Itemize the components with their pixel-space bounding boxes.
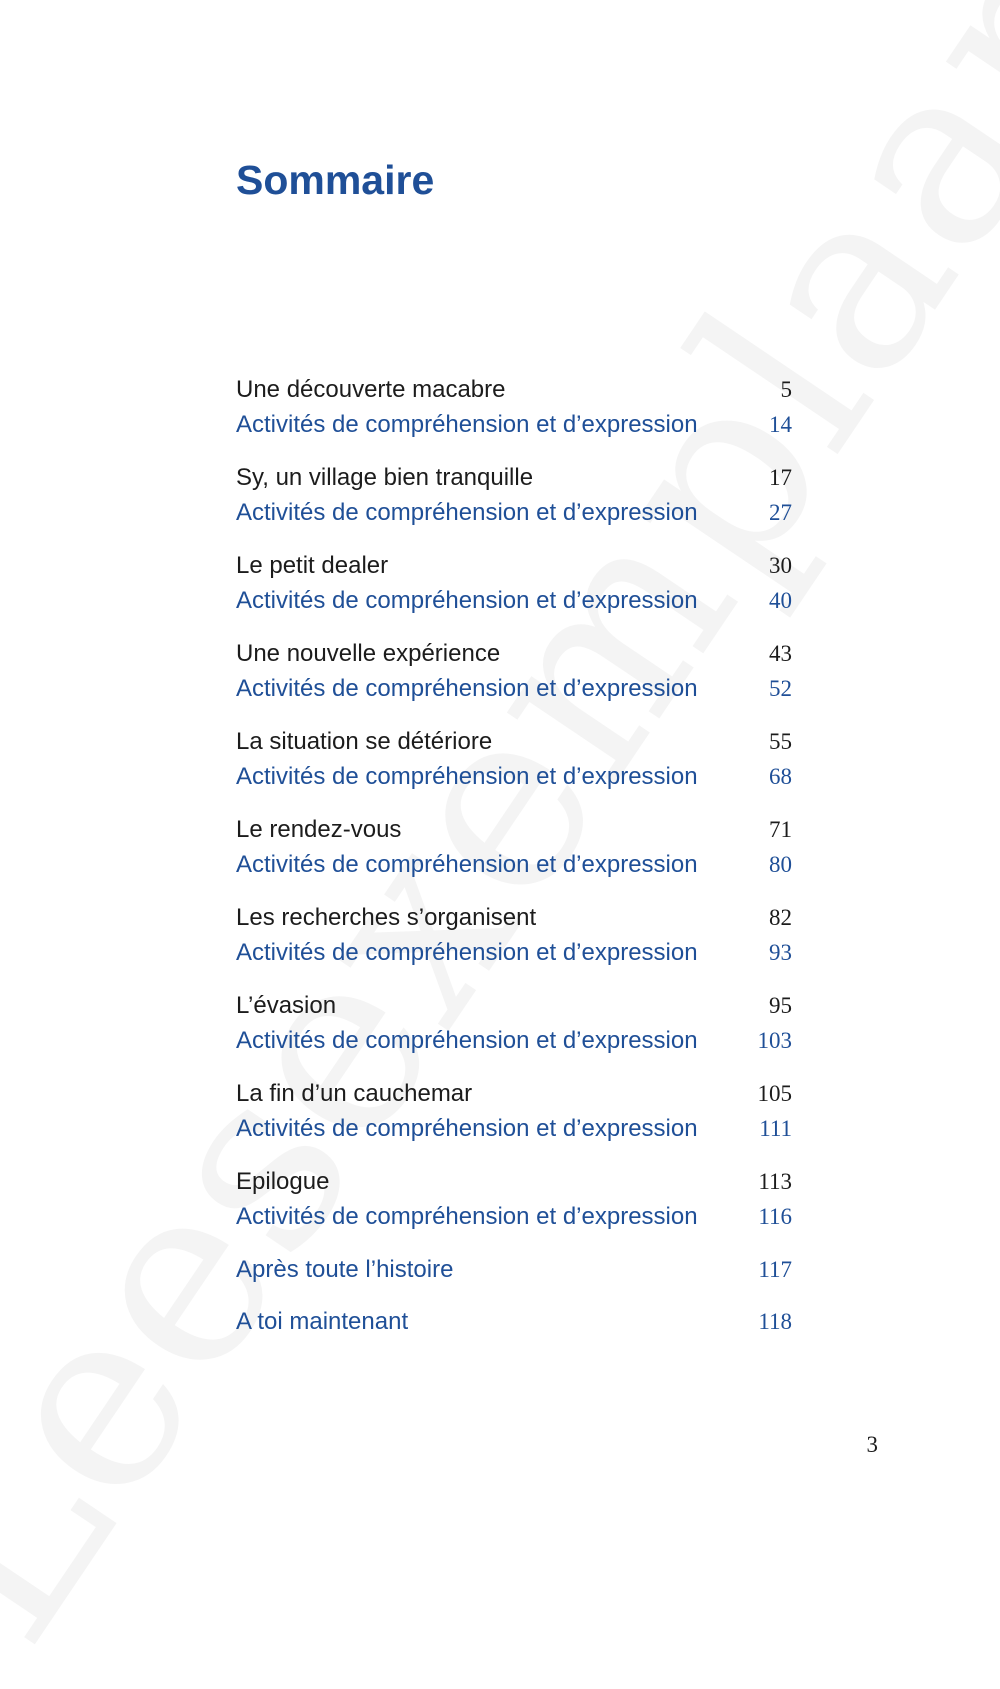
activity-title: Activités de compréhension et d’expression: [236, 411, 698, 438]
toc-entry-4: [236, 636, 792, 706]
page-number: 3: [866, 1432, 878, 1457]
activity-page-number: 27: [769, 500, 792, 525]
chapter-row[interactable]: [236, 372, 792, 407]
chapter-row[interactable]: [236, 900, 792, 935]
chapter-title: Une découverte macabre: [236, 376, 506, 403]
toc-entry-10: [236, 1164, 792, 1234]
extra-row[interactable]: [236, 1304, 792, 1339]
activity-row[interactable]: [236, 407, 792, 442]
chapter-page-number: 95: [769, 993, 792, 1018]
chapter-page-number: 71: [769, 817, 792, 842]
activity-row[interactable]: [236, 1023, 792, 1058]
chapter-row[interactable]: [236, 460, 792, 495]
activity-row[interactable]: [236, 583, 792, 618]
table-of-contents: [236, 372, 792, 1356]
chapter-page-number: 55: [769, 729, 792, 754]
chapter-title: Le rendez-vous: [236, 816, 402, 843]
activity-title: Activités de compréhension et d’expression: [236, 499, 698, 526]
page-title: Sommaire: [236, 157, 435, 203]
chapter-title: Les recherches s’organisent: [236, 904, 537, 931]
activity-page-number: 40: [769, 588, 792, 613]
activity-page-number: 52: [769, 676, 792, 701]
activity-title: Activités de compréhension et d’expression: [236, 1203, 698, 1230]
toc-entry-8: [236, 988, 792, 1058]
extra-title: A toi maintenant: [236, 1308, 409, 1335]
chapter-title: Epilogue: [236, 1168, 330, 1195]
activity-page-number: 68: [769, 764, 792, 789]
chapter-title: La situation se détériore: [236, 728, 493, 755]
activity-page-number: 14: [769, 412, 792, 437]
extra-row[interactable]: [236, 1252, 792, 1287]
activity-title: Activités de compréhension et d’expression: [236, 763, 698, 790]
activity-title: Activités de compréhension et d’expression: [236, 851, 698, 878]
extra-page-number: 118: [758, 1309, 792, 1334]
activity-row[interactable]: [236, 759, 792, 794]
activity-title: Activités de compréhension et d’expression: [236, 1027, 698, 1054]
chapter-title: Une nouvelle expérience: [236, 640, 501, 667]
chapter-row[interactable]: [236, 1076, 792, 1111]
chapter-page-number: 113: [758, 1169, 792, 1194]
toc-entry-3: [236, 548, 792, 618]
chapter-page-number: 17: [769, 465, 792, 490]
activity-page-number: 93: [769, 940, 792, 965]
toc-entry-6: [236, 812, 792, 882]
chapter-page-number: 82: [769, 905, 792, 930]
chapter-row[interactable]: [236, 548, 792, 583]
chapter-page-number: 105: [757, 1081, 792, 1106]
activity-title: Activités de compréhension et d’expression: [236, 675, 698, 702]
chapter-row[interactable]: [236, 636, 792, 671]
activity-page-number: 111: [759, 1116, 792, 1141]
activity-row[interactable]: [236, 495, 792, 530]
activity-title: Activités de compréhension et d’expression: [236, 1115, 698, 1142]
chapter-row[interactable]: [236, 1164, 792, 1199]
toc-entry-7: [236, 900, 792, 970]
activity-page-number: 80: [769, 852, 792, 877]
chapter-title: Sy, un village bien tranquille: [236, 464, 534, 491]
chapter-page-number: 43: [769, 641, 792, 666]
chapter-page-number: 30: [769, 553, 792, 578]
chapter-row[interactable]: [236, 812, 792, 847]
extra-page-number: 117: [758, 1257, 792, 1282]
toc-extra-a-toi: [236, 1304, 792, 1339]
chapter-row[interactable]: [236, 988, 792, 1023]
chapter-page-number: 5: [780, 377, 792, 402]
chapter-title: La fin d’un cauchemar: [236, 1080, 473, 1107]
toc-entry-5: [236, 724, 792, 794]
chapter-title: L’évasion: [236, 992, 337, 1019]
toc-entry-2: [236, 460, 792, 530]
activity-title: Activités de compréhension et d’expression: [236, 939, 698, 966]
activity-row[interactable]: [236, 1199, 792, 1234]
toc-entry-9: [236, 1076, 792, 1146]
activity-row[interactable]: [236, 847, 792, 882]
toc-entry-1: [236, 372, 792, 442]
activity-row[interactable]: [236, 671, 792, 706]
toc-extra-apres: [236, 1252, 792, 1287]
chapter-row[interactable]: [236, 724, 792, 759]
activity-page-number: 116: [758, 1204, 792, 1229]
chapter-title: Le petit dealer: [236, 552, 389, 579]
activity-page-number: 103: [757, 1028, 792, 1053]
activity-row[interactable]: [236, 935, 792, 970]
extra-title: Après toute l’histoire: [236, 1256, 454, 1283]
activity-row[interactable]: [236, 1111, 792, 1146]
activity-title: Activités de compréhension et d’expression: [236, 587, 698, 614]
